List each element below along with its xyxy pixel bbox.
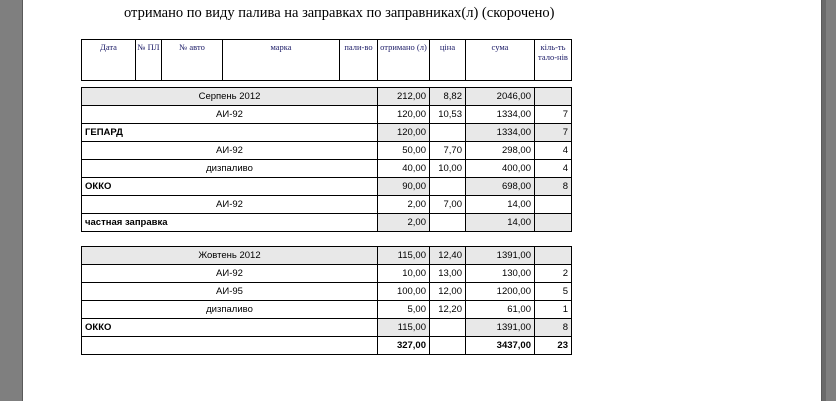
sum-cell: 14,00 <box>466 214 535 232</box>
group-august <box>81 87 572 232</box>
total-row <box>82 337 572 355</box>
report-title: отримано по виду палива на заправках по заправниках(л) (скорочено) <box>124 5 555 21</box>
table-row <box>82 178 572 196</box>
header-row <box>82 40 572 81</box>
table-row <box>82 142 572 160</box>
total-price <box>430 337 466 355</box>
price-cell: 8,82 <box>430 88 466 106</box>
table-row <box>82 124 572 142</box>
price-cell: 7,00 <box>430 196 466 214</box>
group-october <box>81 246 572 355</box>
sum-cell: 2046,00 <box>466 88 535 106</box>
received-cell: 100,00 <box>378 283 430 301</box>
fuel-label: АИ-92 <box>82 106 378 124</box>
right-bar-shade <box>822 0 826 401</box>
col-pl-no: № ПЛ <box>136 40 162 81</box>
station-label: частная заправка <box>82 214 378 232</box>
received-cell: 2,00 <box>378 214 430 232</box>
received-cell: 90,00 <box>378 178 430 196</box>
sum-cell: 1391,00 <box>466 247 535 265</box>
total-coupons: 23 <box>535 337 572 355</box>
received-cell: 5,00 <box>378 301 430 319</box>
received-cell: 10,00 <box>378 265 430 283</box>
period-label: Жовтень 2012 <box>82 247 378 265</box>
price-cell: 10,00 <box>430 160 466 178</box>
header-table <box>81 39 572 81</box>
fuel-label: АИ-92 <box>82 196 378 214</box>
table-row <box>82 265 572 283</box>
station-label: ОККО <box>82 319 378 337</box>
table-row <box>82 214 572 232</box>
table-row <box>82 106 572 124</box>
fuel-label: дизпаливо <box>82 160 378 178</box>
price-cell: 10,53 <box>430 106 466 124</box>
coupons-cell: 1 <box>535 301 572 319</box>
coupons-cell: 5 <box>535 283 572 301</box>
coupons-cell: 7 <box>535 106 572 124</box>
price-cell: 7,70 <box>430 142 466 160</box>
coupons-cell: 7 <box>535 124 572 142</box>
fuel-label: дизпаливо <box>82 301 378 319</box>
col-price: ціна <box>430 40 466 81</box>
coupons-cell <box>535 247 572 265</box>
price-cell <box>430 214 466 232</box>
price-cell <box>430 178 466 196</box>
received-cell: 115,00 <box>378 319 430 337</box>
received-cell: 120,00 <box>378 124 430 142</box>
price-cell: 13,00 <box>430 265 466 283</box>
left-margin-bar <box>0 0 23 401</box>
col-brand: марка <box>223 40 340 81</box>
table-row <box>82 196 572 214</box>
sum-cell: 61,00 <box>466 301 535 319</box>
table-row <box>82 160 572 178</box>
sum-cell: 698,00 <box>466 178 535 196</box>
coupons-cell <box>535 196 572 214</box>
fuel-label: АИ-92 <box>82 142 378 160</box>
station-label: ОККО <box>82 178 378 196</box>
coupons-cell <box>535 88 572 106</box>
received-cell: 50,00 <box>378 142 430 160</box>
sum-cell: 1391,00 <box>466 319 535 337</box>
period-row <box>82 247 572 265</box>
received-cell: 212,00 <box>378 88 430 106</box>
sum-cell: 1334,00 <box>466 124 535 142</box>
station-label: ГЕПАРД <box>82 124 378 142</box>
col-date: Дата <box>82 40 136 81</box>
total-label <box>82 337 378 355</box>
price-cell: 12,40 <box>430 247 466 265</box>
col-coupons: кіль-ть тало-нів <box>535 40 572 81</box>
col-auto-no: № авто <box>162 40 223 81</box>
sum-cell: 400,00 <box>466 160 535 178</box>
total-sum: 3437,00 <box>466 337 535 355</box>
received-cell: 115,00 <box>378 247 430 265</box>
received-cell: 2,00 <box>378 196 430 214</box>
sum-cell: 298,00 <box>466 142 535 160</box>
col-sum: сума <box>466 40 535 81</box>
coupons-cell: 2 <box>535 265 572 283</box>
table-row <box>82 301 572 319</box>
price-cell: 12,00 <box>430 283 466 301</box>
total-received: 327,00 <box>378 337 430 355</box>
received-cell: 120,00 <box>378 106 430 124</box>
price-cell: 12,20 <box>430 301 466 319</box>
table-row <box>82 283 572 301</box>
coupons-cell: 8 <box>535 178 572 196</box>
period-label: Серпень 2012 <box>82 88 378 106</box>
right-scroll-bar[interactable] <box>821 0 836 401</box>
coupons-cell: 8 <box>535 319 572 337</box>
period-row <box>82 88 572 106</box>
col-received: отримано (л) <box>378 40 430 81</box>
table-row <box>82 319 572 337</box>
sum-cell: 1200,00 <box>466 283 535 301</box>
fuel-label: АИ-95 <box>82 283 378 301</box>
sum-cell: 1334,00 <box>466 106 535 124</box>
sum-cell: 14,00 <box>466 196 535 214</box>
col-fuel: пали-во <box>340 40 378 81</box>
coupons-cell: 4 <box>535 142 572 160</box>
price-cell <box>430 319 466 337</box>
received-cell: 40,00 <box>378 160 430 178</box>
coupons-cell: 4 <box>535 160 572 178</box>
sum-cell: 130,00 <box>466 265 535 283</box>
price-cell <box>430 124 466 142</box>
coupons-cell <box>535 214 572 232</box>
fuel-label: АИ-92 <box>82 265 378 283</box>
